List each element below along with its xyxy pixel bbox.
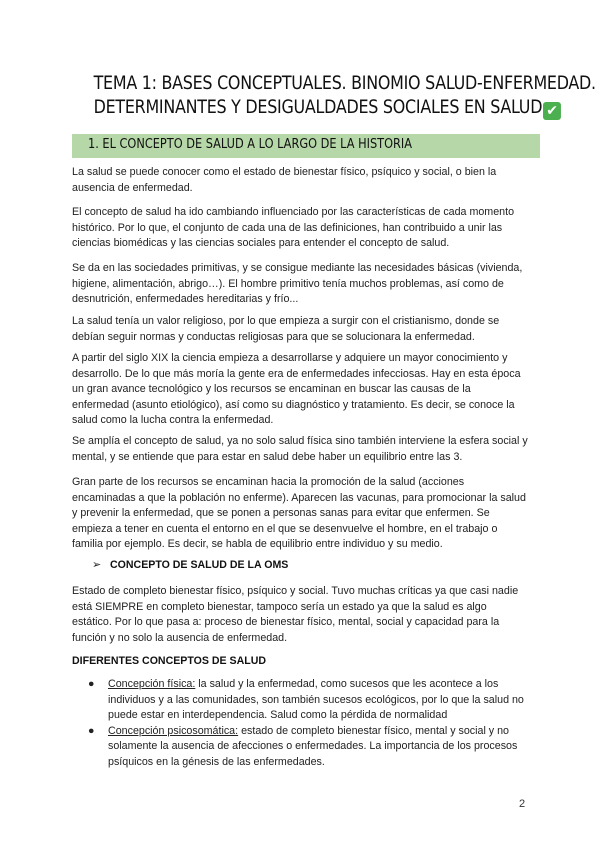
list-item [88,724,528,771]
list-item [88,677,528,724]
paragraph-1: La salud se puede conocer como el estado de bienestar físico, psíquico y social, o bien la ausencia de enfermedad. [72,166,497,194]
arrow-bullet-icon: ➢ [92,559,102,571]
paragraph-6: Se amplía el concepto de salud, ya no solo salud física sino también interviene la esfera social y mental, y se entiende que para estar en salud debe haber un equilibrio entre las 3. [72,435,528,463]
paragraph-3: Se da en las sociedades primitivas, y se consigue mediante las necesidades básicas (vivienda, higiene, alimentación, abrigo…). El hombre primitivo tenía muchos problemas, así como de desnutrición, enfermedades hereditarias y frío... [72,262,523,306]
bullet-icon: ● [88,678,95,690]
list-item-text: estado de completo bienestar físico, mental y social y no solamente la ausencia de afecciones o enfermedades. La importancia de los procesos psíquicos en la génesis de las enfermedades. [108,724,518,768]
section-heading: 1. EL CONCEPTO DE SALUD A LO LARGO DE LA HISTORIA [88,137,413,152]
section-heading-bar [72,134,540,158]
title-line-2 [93,96,558,120]
list-item-text: la salud y la enfermedad, como sucesos que les acontece a los individuos y a las comunidades, son también sucesos ecológicos, por lo que la salud no puede estar en interdependencia. Salud como la pérdida de normalidad [108,678,524,722]
diferentes-heading: DIFERENTES CONCEPTOS DE SALUD [72,655,267,667]
list-item-term: Concepción psicosomática: [108,724,239,737]
check-mark-icon: ✔ [543,102,561,120]
title-line-2-text: DETERMINANTES Y DESIGUALDADES SOCIALES EN SALUD [93,97,543,118]
paragraph-7: Gran parte de los recursos se encaminan hacia la promoción de la salud (acciones encaminadas a que la población no enferme). Aparecen las vacunas, para promocionar la salud y prevenir la enfermedad, que se ponen a personas sanas para evitar que enfermen. Se empieza a tener en cuenta el entorno en el que se desenvuelve el hombre, en el trabajo o familia por ejemplo. Es decir, se habla de equilibrio entre individuo y su medio. [72,476,526,551]
paragraph-4: La salud tenía un valor religioso, por lo que empieza a surgir con el cristianismo, donde se debían seguir normas y conductas religiosas para que se solucionara la enfermedad. [72,315,500,343]
page-title [93,72,596,120]
concepts-list [88,677,528,771]
title-line-1: TEMA 1: BASES CONCEPTUALES. BINOMIO SALUD-ENFERMEDAD. [93,73,596,94]
page-number: 2 [519,798,526,810]
list-item-term: Concepción física: [108,678,196,690]
paragraph-2: El concepto de salud ha ido cambiando influenciado por las características de cada momento histórico. Por lo que, el conjunto de cada una de las definiciones, han contribuido a unir las ciencias biomédicas y las ciencias sociales para entender el concepto de salud. [72,206,515,250]
oms-heading: CONCEPTO DE SALUD DE LA OMS [110,559,289,571]
bullet-icon: ● [88,724,95,737]
paragraph-5: A partir del siglo XIX la ciencia empieza a desarrollarse y adquiere un mayor conocimiento y desarrollo. De lo que más moría la gente era de enfermedades infecciosas. Hay en esta época un gran avance tecnológico y los recursos se encaminan en buscar las causas de la enfermedad (asunto etiológico), así como su diagnóstico y tratamiento. Es decir, se conoce la salud como la lucha contra la enfermedad. [72,352,521,427]
oms-paragraph: Estado de completo bienestar físico, psíquico y social. Tuvo muchas críticas ya que casi nadie está SIEMPRE en completo bienestar, tampoco sería un estado ya que la salud es algo estático. Por lo que pasa a: proceso de bienestar físico, mental, social y capacidad para la función y no solo la ausencia de enfermedad. [72,585,519,644]
